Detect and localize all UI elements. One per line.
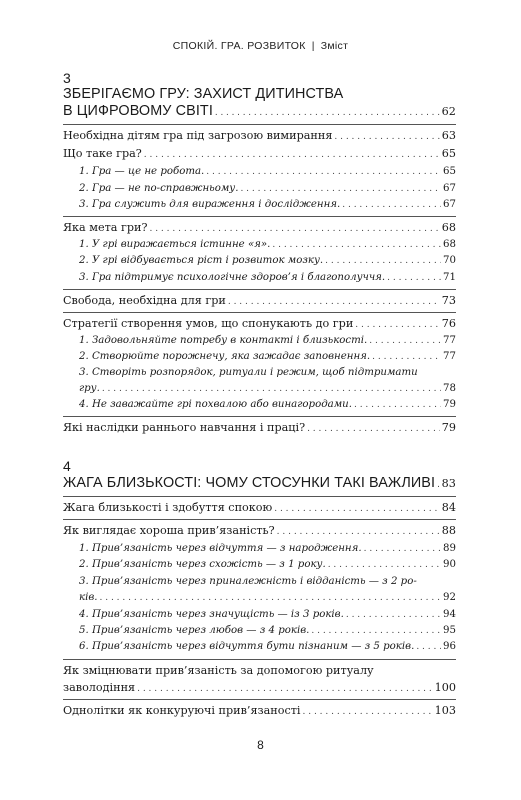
leader-dots	[372, 351, 441, 365]
toc-subentry[interactable]: 3. Гра служить для вираження і дослідження. . . . 67	[63, 198, 456, 213]
divider	[63, 699, 456, 700]
leader-dots	[364, 543, 441, 557]
toc-subentry[interactable]: гру. . . . 78	[63, 382, 456, 397]
divider	[63, 216, 456, 217]
leader-dots	[355, 319, 439, 332]
toc-entry[interactable]: Як зміцнювати прив’язаність за допомогою ритуалу	[63, 664, 374, 677]
toc-subentry[interactable]: 1. Гра — це не робота. . . . 65	[63, 165, 456, 180]
toc-entry[interactable]: Що таке гра? . . . 65	[63, 147, 456, 162]
chapter-3-page: 62	[441, 105, 456, 118]
toc-subentry[interactable]: 1. У грі виражається істинне «я». . . . 68	[63, 238, 456, 253]
chapter-4-title-line1: ЖАГА БЛИЗЬКОСТІ: ЧОМУ СТОСУНКИ ТАКІ ВАЖЛИВІ	[63, 475, 436, 491]
leader-dots	[328, 559, 441, 573]
leader-dots	[102, 383, 441, 397]
divider	[63, 416, 456, 417]
leader-dots	[346, 609, 441, 623]
toc-subentry[interactable]: 3. Прив’язаність через приналежність і відданість — з 2 ро-	[79, 576, 417, 587]
chapter-4-number: 4	[63, 458, 71, 474]
divider	[63, 124, 456, 125]
divider	[63, 496, 456, 497]
toc-subentry[interactable]: 1. Задовольняйте потребу в контакті і близькості. . . . 77	[63, 334, 456, 349]
leader-dots	[369, 335, 441, 349]
toc-entry[interactable]: Яка мета гри? . . . 68	[63, 221, 456, 236]
header-section: Зміст	[320, 40, 349, 52]
leader-dots	[274, 503, 440, 516]
toc-entry[interactable]: Однолітки як конкуруючі прив’язаності . . . 103	[63, 704, 456, 719]
leader-dots	[100, 592, 442, 606]
leader-dots	[311, 625, 441, 639]
leader-dots	[334, 131, 439, 144]
leader-dots	[277, 526, 440, 539]
toc-subentry[interactable]: 3. Створіть розпорядок, ритуали і режим, щоб підтримати	[79, 367, 418, 378]
toc-subentry[interactable]: 2. Створюйте порожнечу, яка зажадає заповнення. . . . 77	[63, 350, 456, 365]
leader-dots	[325, 255, 441, 269]
toc-entry[interactable]: Як виглядає хороша прив’язаність? . . . 88	[63, 524, 456, 539]
divider	[63, 312, 456, 313]
toc-subentry[interactable]: 4. Прив’язаність через значущість — із 3 років. . . . 94	[63, 608, 456, 623]
leader-dots	[416, 641, 441, 655]
leader-dots	[342, 199, 441, 213]
toc-entry[interactable]: Свобода, необхідна для гри . . . 73	[63, 294, 456, 309]
toc-subentry[interactable]: 5. Прив’язаність через любов — з 4 років. . . . 95	[63, 624, 456, 639]
divider	[63, 659, 456, 660]
leader-dots	[228, 296, 440, 309]
leader-dots	[272, 239, 441, 253]
toc-subentry[interactable]: 2. Гра — не по-справжньому. . . . 67	[63, 182, 456, 197]
toc-subentry[interactable]: 4. Не заважайте грі похвалою або винагородами. . . . 79	[63, 398, 456, 413]
chapter-4-page: 83	[441, 477, 456, 490]
leader-dots	[354, 399, 441, 413]
leader-dots	[307, 423, 440, 436]
toc-entry[interactable]: Стратегії створення умов, що спонукають до гри . . . 76	[63, 317, 456, 332]
toc-subentry[interactable]: 6. Прив’язаність через відчуття бути пізнаним — з 5 років. . . . 96	[63, 640, 456, 655]
leader-dots	[206, 166, 441, 180]
running-header	[0, 40, 521, 52]
leader-dots	[303, 706, 433, 719]
divider	[63, 519, 456, 520]
toc-entry[interactable]: Які наслідки раннього навчання і праці? . . . 79	[63, 421, 456, 436]
leader-dots	[387, 272, 441, 286]
toc-subentry[interactable]: 3. Гра підтримує психологічне здоров’я і благополуччя. . . . 71	[63, 271, 456, 286]
leader-dots	[137, 683, 433, 696]
toc-subentry[interactable]: 2. Прив’язаність через схожість — з 1 року. . . . 90	[63, 558, 456, 573]
header-book-title: СПОКІЙ. ГРА. РОЗВИТОК	[172, 40, 306, 52]
header-separator: |	[311, 40, 315, 52]
page-number: 8	[257, 738, 264, 752]
chapter-3-title-line2: В ЦИФРОВОМУ СВІТІ	[63, 103, 213, 119]
chapter-3-number: 3	[63, 70, 71, 86]
toc-subentry[interactable]: 1. Прив’язаність через відчуття — з народження. . . . 89	[63, 542, 456, 557]
leader-dots	[149, 223, 439, 236]
divider	[63, 289, 456, 290]
toc-entry[interactable]: Необхідна дітям гра під загрозою вимирання . . . 63	[63, 129, 456, 144]
chapter-4-title[interactable]	[63, 475, 456, 493]
toc-subentry[interactable]: ків. . . . 92	[63, 591, 456, 606]
chapter-3-title[interactable]	[63, 86, 456, 121]
leader-dots	[240, 183, 441, 197]
leader-dots	[437, 476, 439, 493]
toc-entry[interactable]: Жага близькості і здобуття спокою . . . 84	[63, 501, 456, 516]
toc-entry[interactable]: заволодіння . . . 100	[63, 681, 456, 696]
toc-subentry[interactable]: 2. У грі відбувається ріст і розвиток мозку. . . . 70	[63, 254, 456, 269]
leader-dots	[215, 104, 440, 121]
chapter-3-title-line1: ЗБЕРІГАЄМО ГРУ: ЗАХИСТ ДИТИНСТВА	[63, 86, 344, 102]
leader-dots	[144, 149, 440, 162]
